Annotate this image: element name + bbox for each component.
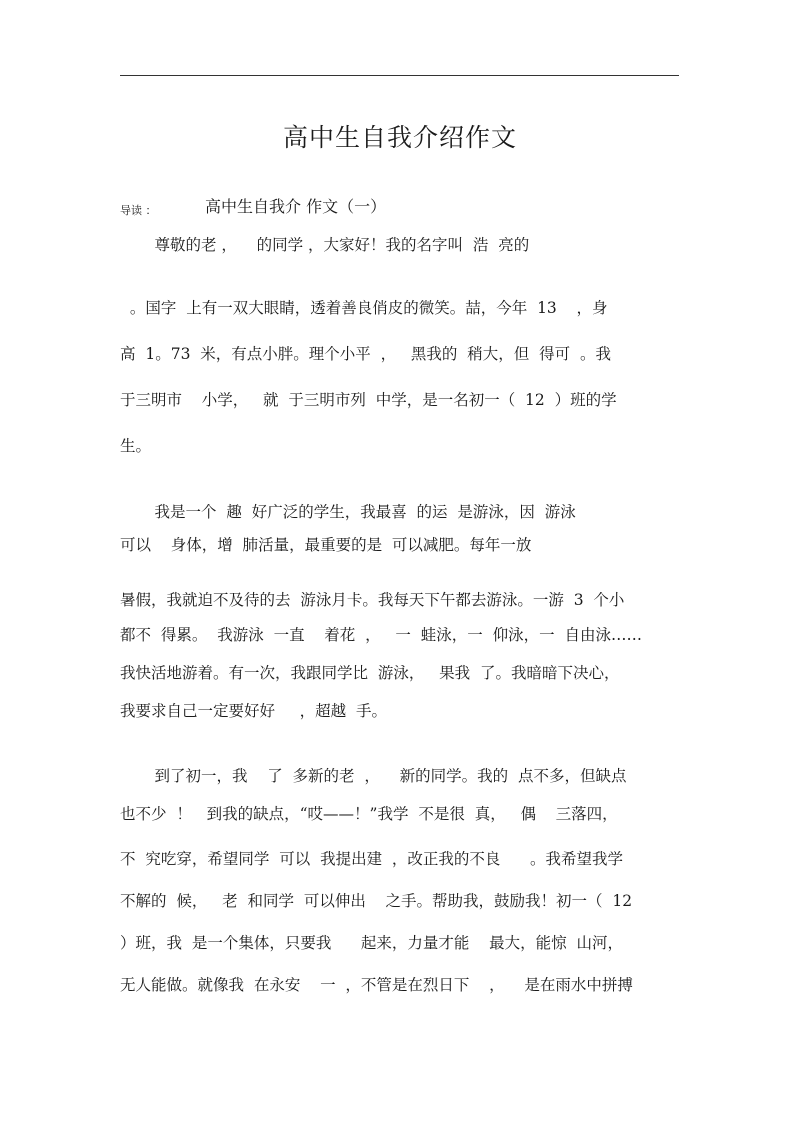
document-title: 高中生自我介绍作文 [282,123,517,152]
text-line: 无人能做。就像我 在永安 一 ，不管是在烈日下 ， 是在雨水中拼搏 [120,976,633,994]
guide-label: 导读 ： [120,204,157,217]
text-line: 我是一个 趣 好广泛的学生，我最喜 的运 是游泳，因 游泳 [120,503,576,521]
text-line: 尊敬的老 ， 的同学 ，大家好！我的名字叫 浩 亮的 [120,236,530,254]
text-line: 生。 [120,437,152,455]
text-line: 可以 身体，增 肺活量，最重要的是 可以减肥。每年一放 [120,536,532,554]
text-line: 我快活地游着。有一次，我跟同学比 游泳， 果我 了。我暗暗下决心， [120,664,620,682]
section-subtitle: 高中生自我介 作文（一） [205,197,387,216]
header-rule [120,75,679,76]
text-line: 到了初一，我 了 多新的老 ， 新的同学。我的 点不多，但缺点 [120,767,627,785]
text-line: 高 1。73 米，有点小胖。理个小平 ， 黑我的 稍大，但 得可 。我 [120,345,611,363]
text-line: 我要求自己一定要好好 ，超越 手。 [120,702,387,720]
text-line: 。国字 上有一双大眼睛，透着善良俏皮的微笑。喆，今年 13 ，身 [120,299,608,317]
text-line: 于三明市 小学， 就 于三明市列 中学，是一名初一（ 12 ）班的学 [120,391,617,409]
text-line: ）班，我 是一个集体，只要我 起来，力量才能 最大，能惊 山河， [120,934,623,952]
text-line: 也不少 ！ 到我的缺点，“哎——！”我学 不是很 真， 偶 三落四， [120,805,618,823]
text-line: 都不 得累。 我游泳 一直 着花 ， 一 蛙泳，一 仰泳，一 自由泳…… [120,626,642,644]
text-line: 不 究吃穿，希望同学 可以 我提出建 ，改正我的不良 。我希望我学 [120,850,623,868]
text-line: 暑假，我就迫不及待的去 游泳月卡。我每天下午都去游泳。一游 3 个小 [120,591,625,609]
text-line: 不解的 候， 老 和同学 可以伸出 之手。帮助我，鼓励我！初一（ 12 [120,892,633,910]
